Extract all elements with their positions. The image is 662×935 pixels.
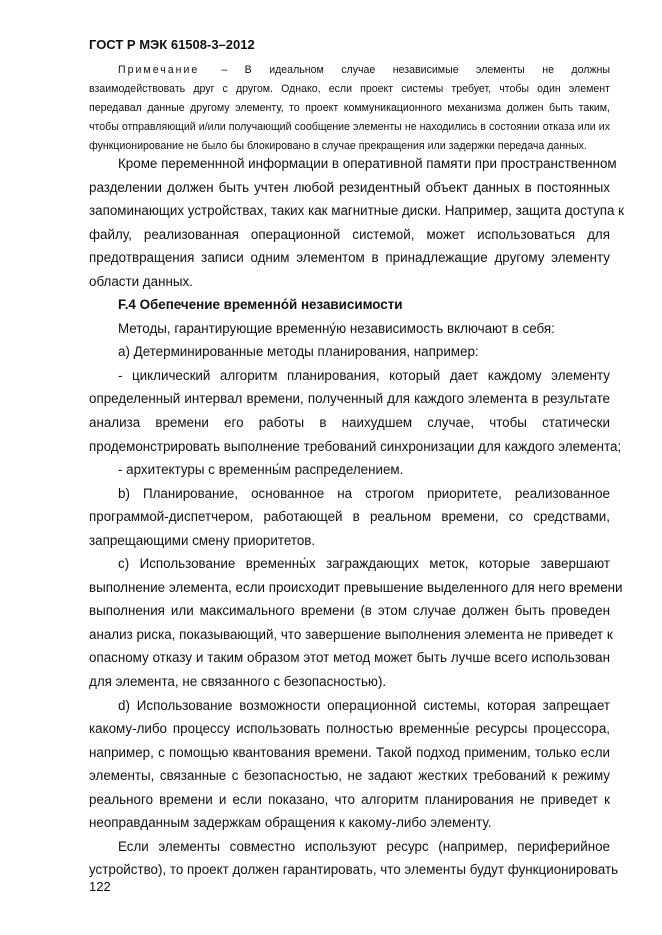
note-block xyxy=(89,61,610,156)
paragraph-line: Если элементы совместно используют ресурс (например, периферийное xyxy=(118,838,610,854)
note-label: Примечание xyxy=(118,64,200,76)
paragraph-line: - циклический алгоритм планирования, который дает каждому элементу xyxy=(118,367,610,383)
paragraph-line: реального времени и если показано, что алгоритм планирования не приведет к xyxy=(89,791,610,807)
paragraph-line: анализа времени его работы в наихудшем случае, чтобы статически xyxy=(89,415,610,431)
paragraph-line: программой-диспетчером, работающей в реальном времени, со средствами, xyxy=(89,509,610,525)
paragraph-line: запоминающих устройствах, таких как магнитные диски. Например, защита доступа к xyxy=(89,203,625,219)
paragraph-line: d) Использование возможности операционной системы, которая запрещает xyxy=(118,697,610,713)
paragraph-line: неоправданным задержкам обращения к какому-либо элементу. xyxy=(89,815,492,831)
paragraph-line: продемонстрировать выполнение требований синхронизации для каждого элемента; xyxy=(89,438,622,454)
paragraph-line: - архитектуры с временны́м распределением. xyxy=(118,462,404,478)
paragraph-line: для элемента, не связанного с безопасностью). xyxy=(89,674,387,690)
paragraph-line: например, с помощью квантования времени. Такой подход применим, только если xyxy=(89,744,610,760)
paragraph-line: анализ риска, показывающий, что завершение выполнения элемента не приведет к xyxy=(89,626,613,642)
paragraph-line: предотвращения записи одним элементом в принадлежащие другому элементу xyxy=(89,250,610,266)
body-text xyxy=(89,152,625,882)
paragraph-line: a) Детерминированные методы планирования, например: xyxy=(118,344,479,360)
paragraph-line: выполнения или максимального времени (в этом случае должен быть проведен xyxy=(89,603,610,619)
paragraph-line: c) Использование временны́х заграждающих меток, которые завершают xyxy=(118,556,610,572)
paragraph-line: опасному отказу и таким образом этот метод может быть лучше всего использован xyxy=(89,650,610,666)
paragraph-line: устройство), то проект должен гарантировать, что элементы будут функционировать xyxy=(89,862,619,878)
paragraph-line: запрещающими смену приоритетов. xyxy=(89,532,316,548)
paragraph-line: b) Планирование, основанное на строгом приоритете, реализованное xyxy=(118,485,610,501)
paragraph-line: элементы, связанные с безопасностью, не задают жестких требований к режиму xyxy=(89,768,610,784)
document-header: ГОСТ Р МЭК 61508-3–2012 xyxy=(89,37,255,52)
paragraph-line: области данных. xyxy=(89,273,193,289)
page-number: 122 xyxy=(89,879,111,894)
section-heading: F.4 Обепечение временно́й независимости xyxy=(118,297,403,313)
note-line: передавал данные другому элементу, то проект коммуникационного механизма должен быть таким, xyxy=(89,102,610,114)
note-line: взаимодействовать друг с другом. Однако, если проект системы требует, чтобы один элемент xyxy=(89,83,610,95)
paragraph-line: выполнение элемента, если происходит превышение выделенного для него времени xyxy=(89,579,623,595)
paragraph-line: файлу, реализованная операционной системой, может использоваться для xyxy=(89,226,610,242)
paragraph-line: какому-либо процессу использовать полностью временны́е ресурсы процессора, xyxy=(89,721,610,737)
paragraph-line: определенный интервал времени, полученный для каждого элемента в результате xyxy=(89,391,610,407)
note-line: чтобы отправляющий и/или получающий сообщение элементы не находились в состоянии отказа или их xyxy=(89,121,610,133)
paragraph-line: Методы, гарантирующие временну́ю независимость включают в себя: xyxy=(118,320,555,336)
paragraph-line: Кроме переменнной информации в оперативной памяти при пространственном xyxy=(118,156,617,171)
note-text: – В идеальном случае независимые элементы не должны xyxy=(221,64,610,76)
note-line xyxy=(89,61,610,80)
note-line: функционирование не было бы блокировано в случае прекращения или задержки передача данных. xyxy=(89,140,587,152)
paragraph-line: разделении должен быть учтен любой резидентный объект данных в постоянных xyxy=(89,179,610,195)
